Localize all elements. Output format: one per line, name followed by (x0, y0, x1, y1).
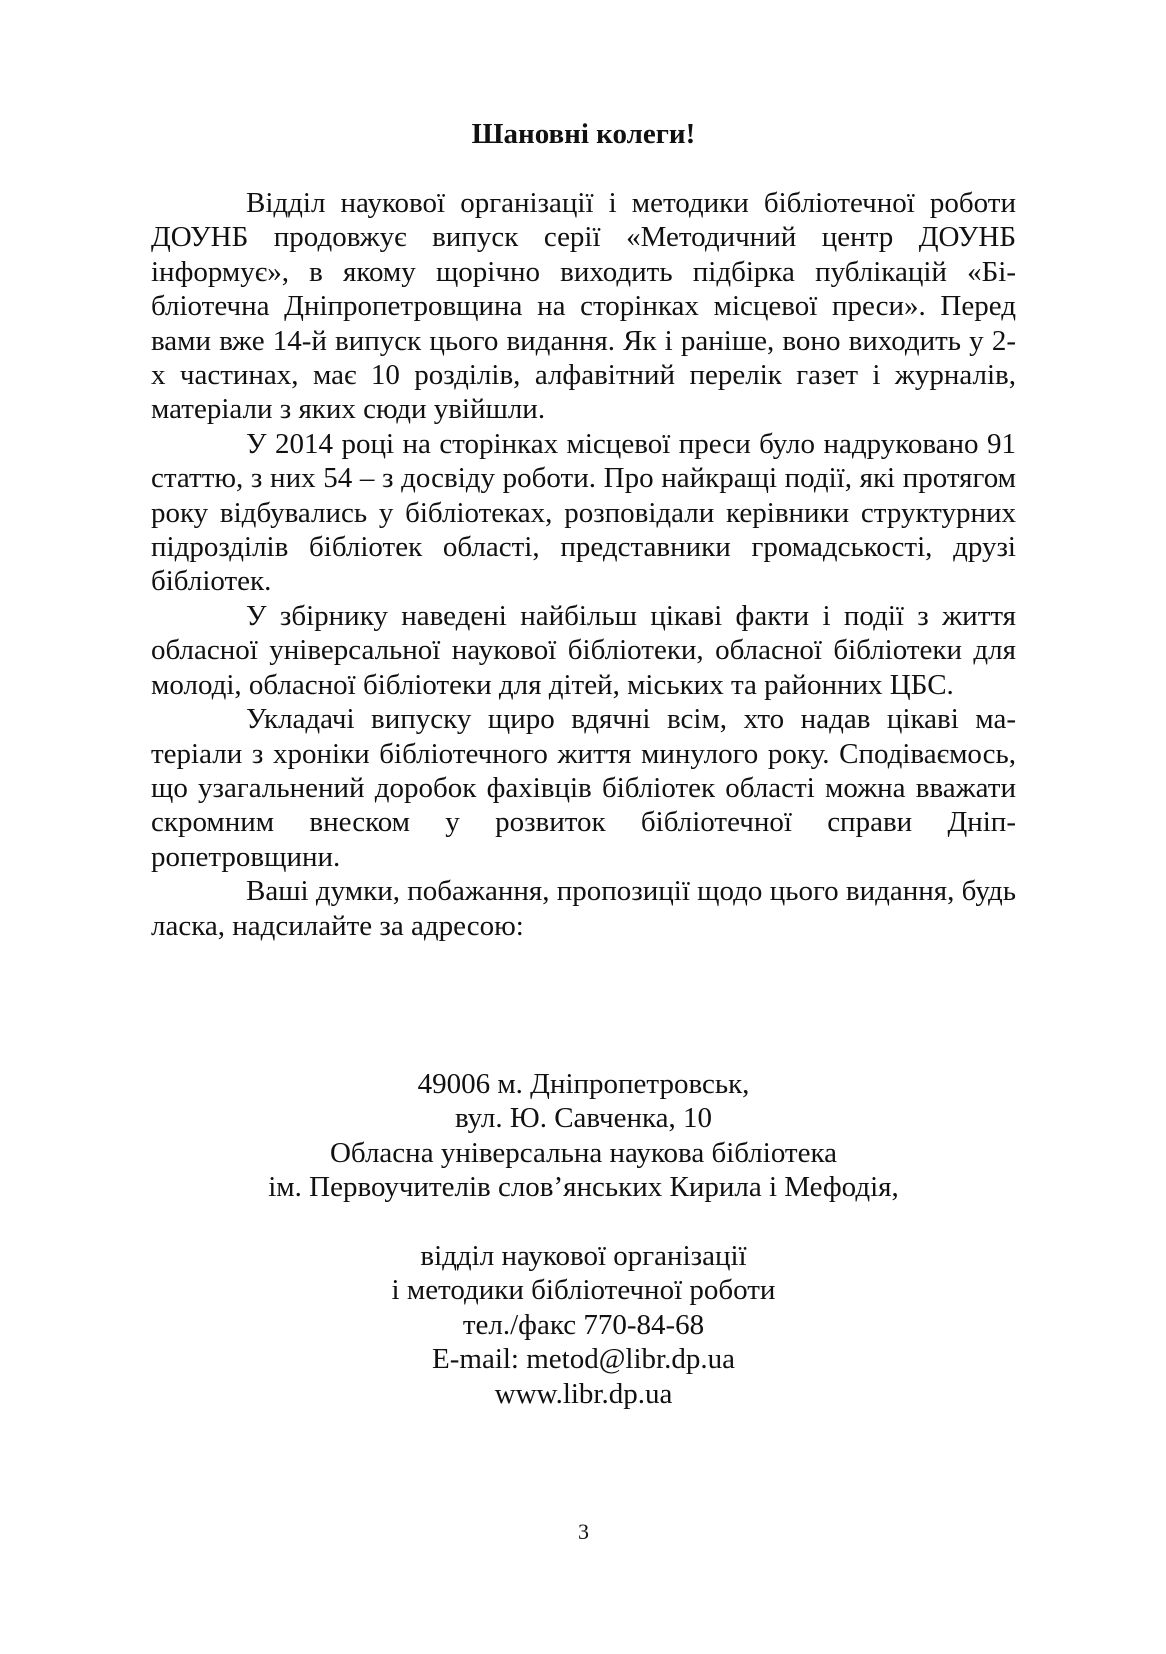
address-email: E-mail: metod@libr.dp.ua (432, 1343, 735, 1376)
paragraph: Відділ наукової організації і методики бібліотечної роботи ДОУНБ продовжує випуск серії «Методичний центр ДОУНБ інформує», в якому щорічно виходить підбірка публікацій «Бібліотечна Дніпропетровщина на сторінках місцевої преси». Перед вами вже 14-й випуск цього видання. Як і раніше, воно виходить у 2-х частинах, має 10 розділів, алфавітний перелік газет і журналів, матеріали з яких сюди увійшли. (151, 187, 1016, 426)
address-street: вул. Ю. Савченка, 10 (454, 1102, 712, 1135)
address-library-name: ім. Первоучителів слов’янських Кирила і Мефодія, (268, 1171, 899, 1204)
address-department-2: і методики бібліотечної роботи (391, 1274, 776, 1307)
address-library: Обласна універсальна наукова бібліотека (329, 1136, 838, 1169)
paragraph: Укладачі випуску щиро вдячні всім, хто надав цікаві матеріали з хроніки бібліотечного життя минулого року. Сподіваємось, що узагальнений доробок фахівців бібліотек області можна вважати скромним внеском у розвиток бібліотечної справи Дніпропетровщини. (151, 703, 1016, 873)
document-page (151, 0, 1016, 1654)
address-spacer (151, 1205, 1016, 1239)
address-city: 49006 м. Дніпропетровськ, (417, 1068, 750, 1100)
page-title: Шановні колеги! (471, 118, 696, 150)
address-department-1: відділ наукової організації (420, 1240, 747, 1273)
paragraph: У збірнику наведені найбільш цікаві факти і події з життя обласної універсальної наукової бібліотеки, обласної бібліотеки для молоді, обласної бібліотеки для дітей, міських та районних ЦБС. (151, 599, 1016, 701)
page-number: 3 (578, 1519, 589, 1544)
contact-address (151, 1067, 1016, 1411)
paragraph: Ваші думки, побажання, пропозиції щодо цього видання, будь ласка, надсилайте за адресою: (151, 875, 1016, 942)
body-text (151, 186, 1016, 943)
paragraph: У 2014 році на сторінках місцевої преси було надруковано 91 статтю, з них 54 – з досвіду роботи. Про найкращі події, які протягом року відбувались у бібліотеках, розповідали керівники структурних підрозділів бібліотек області, представники громадськості, друзі бібліотек. (151, 427, 1016, 598)
address-phone: тел./факс 770-84-68 (462, 1308, 705, 1341)
address-website: www.libr.dp.ua (494, 1377, 673, 1410)
